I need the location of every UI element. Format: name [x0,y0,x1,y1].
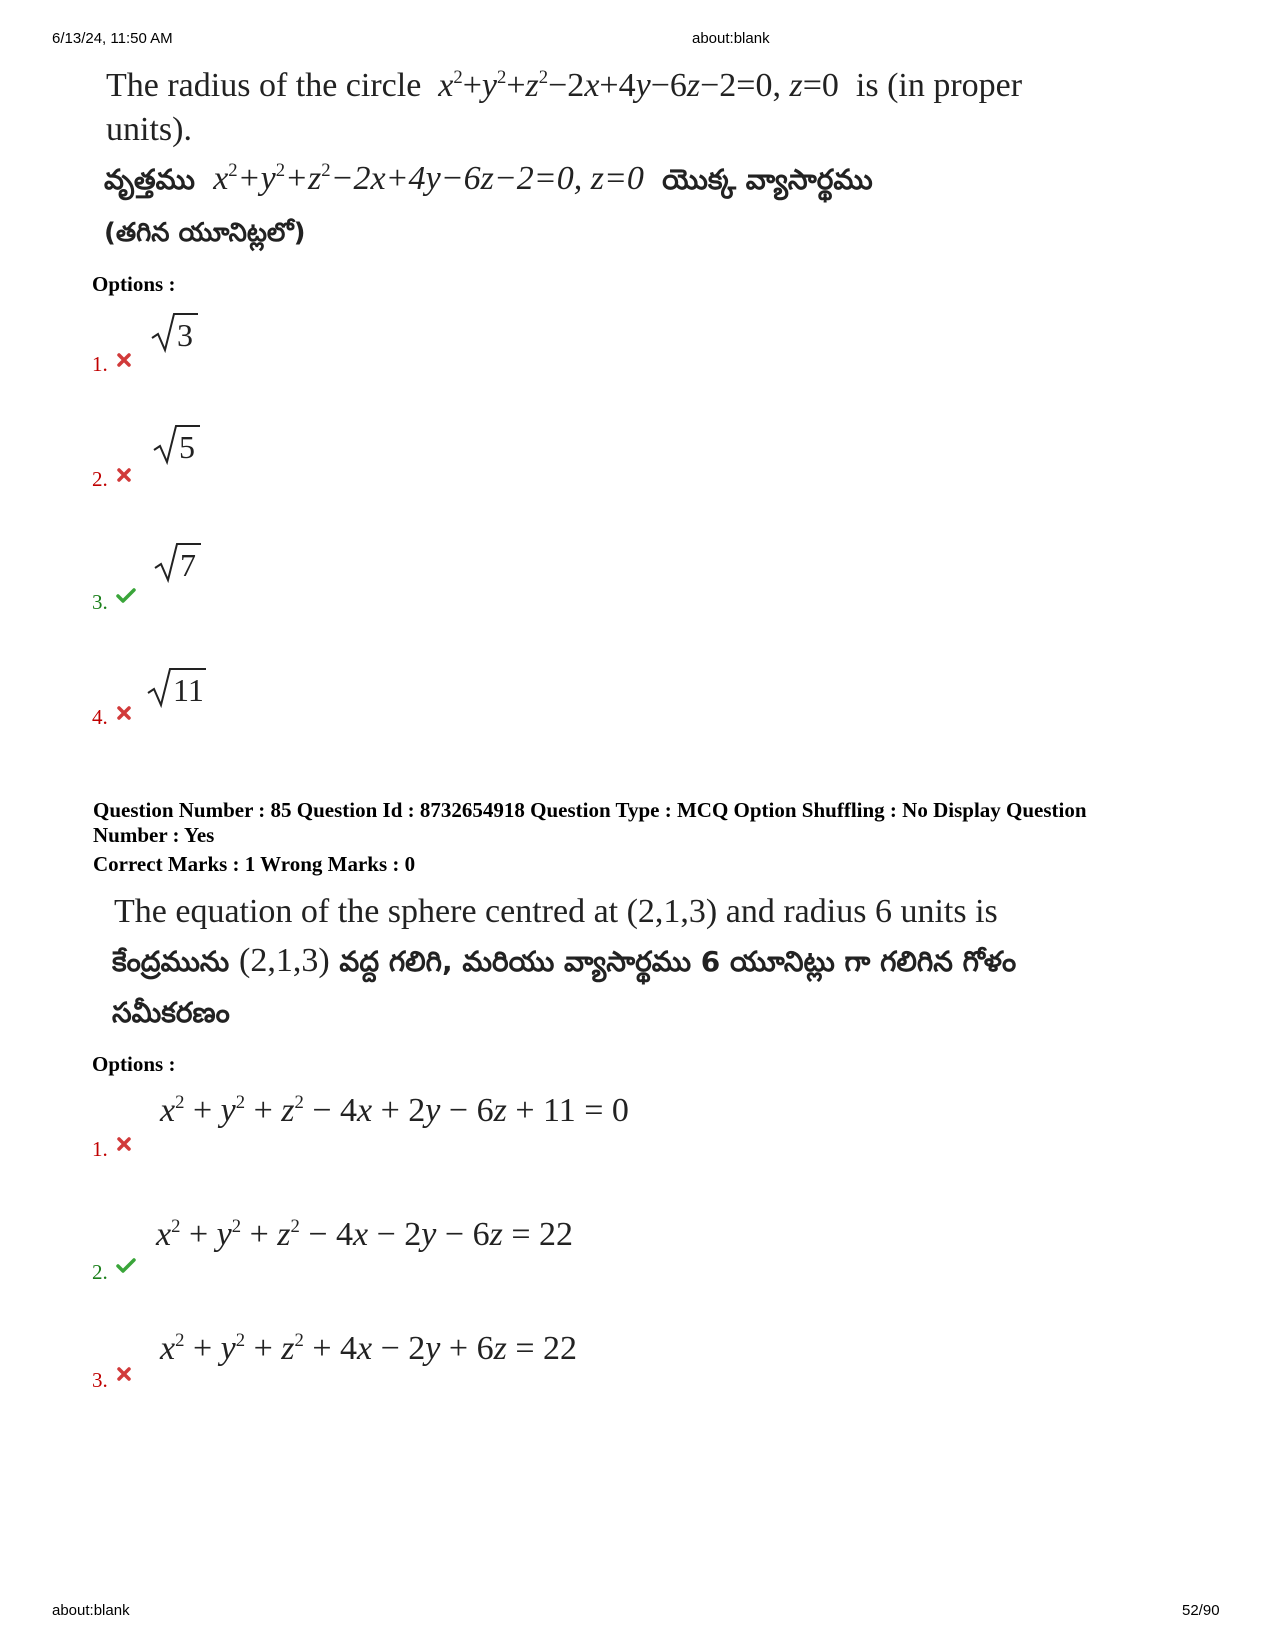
q85-meta-line1: Question Number : 85 Question Id : 8732654918 Question Type : MCQ Option Shuffling : No Display Question [93,798,1087,822]
print-date: 6/13/24, 11:50 AM [52,30,173,47]
cross-icon [116,467,132,483]
sqrt-11 [146,665,208,709]
checkmark-icon [116,1258,136,1274]
q85-english-suffix: and radius 6 units is [725,893,998,930]
q85-option-1-equation: $x^2 + y^2 + z^2 - 4x + 2y - 6z + 11 = 0$ [160,1091,629,1129]
q85-telugu-prefix: కేంద్రమును [112,945,230,978]
q85-telugu-point: (2,1,3) [239,942,330,979]
q84-telugu-prefix: వృత్తము [104,163,195,196]
q84-telugu-suffix: యొక్క వ్యాసార్థము [662,163,873,196]
radicand: 3 [177,317,193,353]
q84-equation: $x^2+y^2+z^2-2x+4y-6z-2=0$, z=0 [429,66,839,104]
question-84-telugu [104,160,873,203]
question-84-english [106,64,1206,152]
print-url: about:blank [692,30,770,47]
cross-icon [116,705,132,721]
cross-icon [116,352,132,368]
q84-options-label: Options : [92,272,176,296]
q84-english-line2: units). [106,111,192,148]
q84-english-suffix: is (in proper [855,67,1023,104]
sqrt-3 [150,310,200,354]
option-number: 3. [92,590,108,614]
checkmark-icon [116,588,136,604]
footer-url: about:blank [52,1602,130,1619]
q85-marks: Correct Marks : 1 Wrong Marks : 0 [93,852,416,876]
q85-meta-line2: Number : Yes [93,823,215,847]
q84-telugu-equation: $x^2+y^2+z^2-2x+4y-6z-2=0$, z=0 [204,159,644,197]
cross-icon [116,1136,132,1152]
option-number: 3. [92,1368,108,1392]
q85-options-label: Options : [92,1052,176,1076]
q85-meta [93,798,1203,848]
radicand: 11 [173,672,204,708]
q85-english-prefix: The equation of the sphere centred at [114,893,619,930]
q85-option-2-equation: $x^2 + y^2 + z^2 - 4x - 2y - 6z = 22$ [156,1215,573,1253]
q84-english-prefix: The radius of the circle [106,67,422,104]
option-number: 2. [92,1260,108,1284]
q85-telugu-line2: సమీకరణం [112,996,230,1029]
radicand: 7 [180,547,196,583]
q85-option-3-equation: $x^2 + y^2 + z^2 + 4x - 2y + 6z = 22$ [160,1329,577,1367]
question-85-telugu [112,942,1016,985]
option-number: 2. [92,467,108,491]
cross-icon [116,1366,132,1382]
radicand: 5 [179,429,195,465]
question-85-english [114,890,998,934]
q85-telugu-middle: వద్ద గలిగి, మరియు వ్యాసార్థము 6 యూనిట్లు గా గలిగిన గోళం [339,945,1017,978]
page-number: 52/90 [1182,1602,1220,1619]
sqrt-7 [153,540,203,584]
sqrt-5 [152,422,202,466]
q85-english-point: (2,1,3) [626,893,718,930]
option-number: 1. [92,352,108,376]
option-number: 4. [92,705,108,729]
q84-telugu-line2: (తగిన యూనిట్లలో) [104,218,306,248]
option-number: 1. [92,1137,108,1161]
